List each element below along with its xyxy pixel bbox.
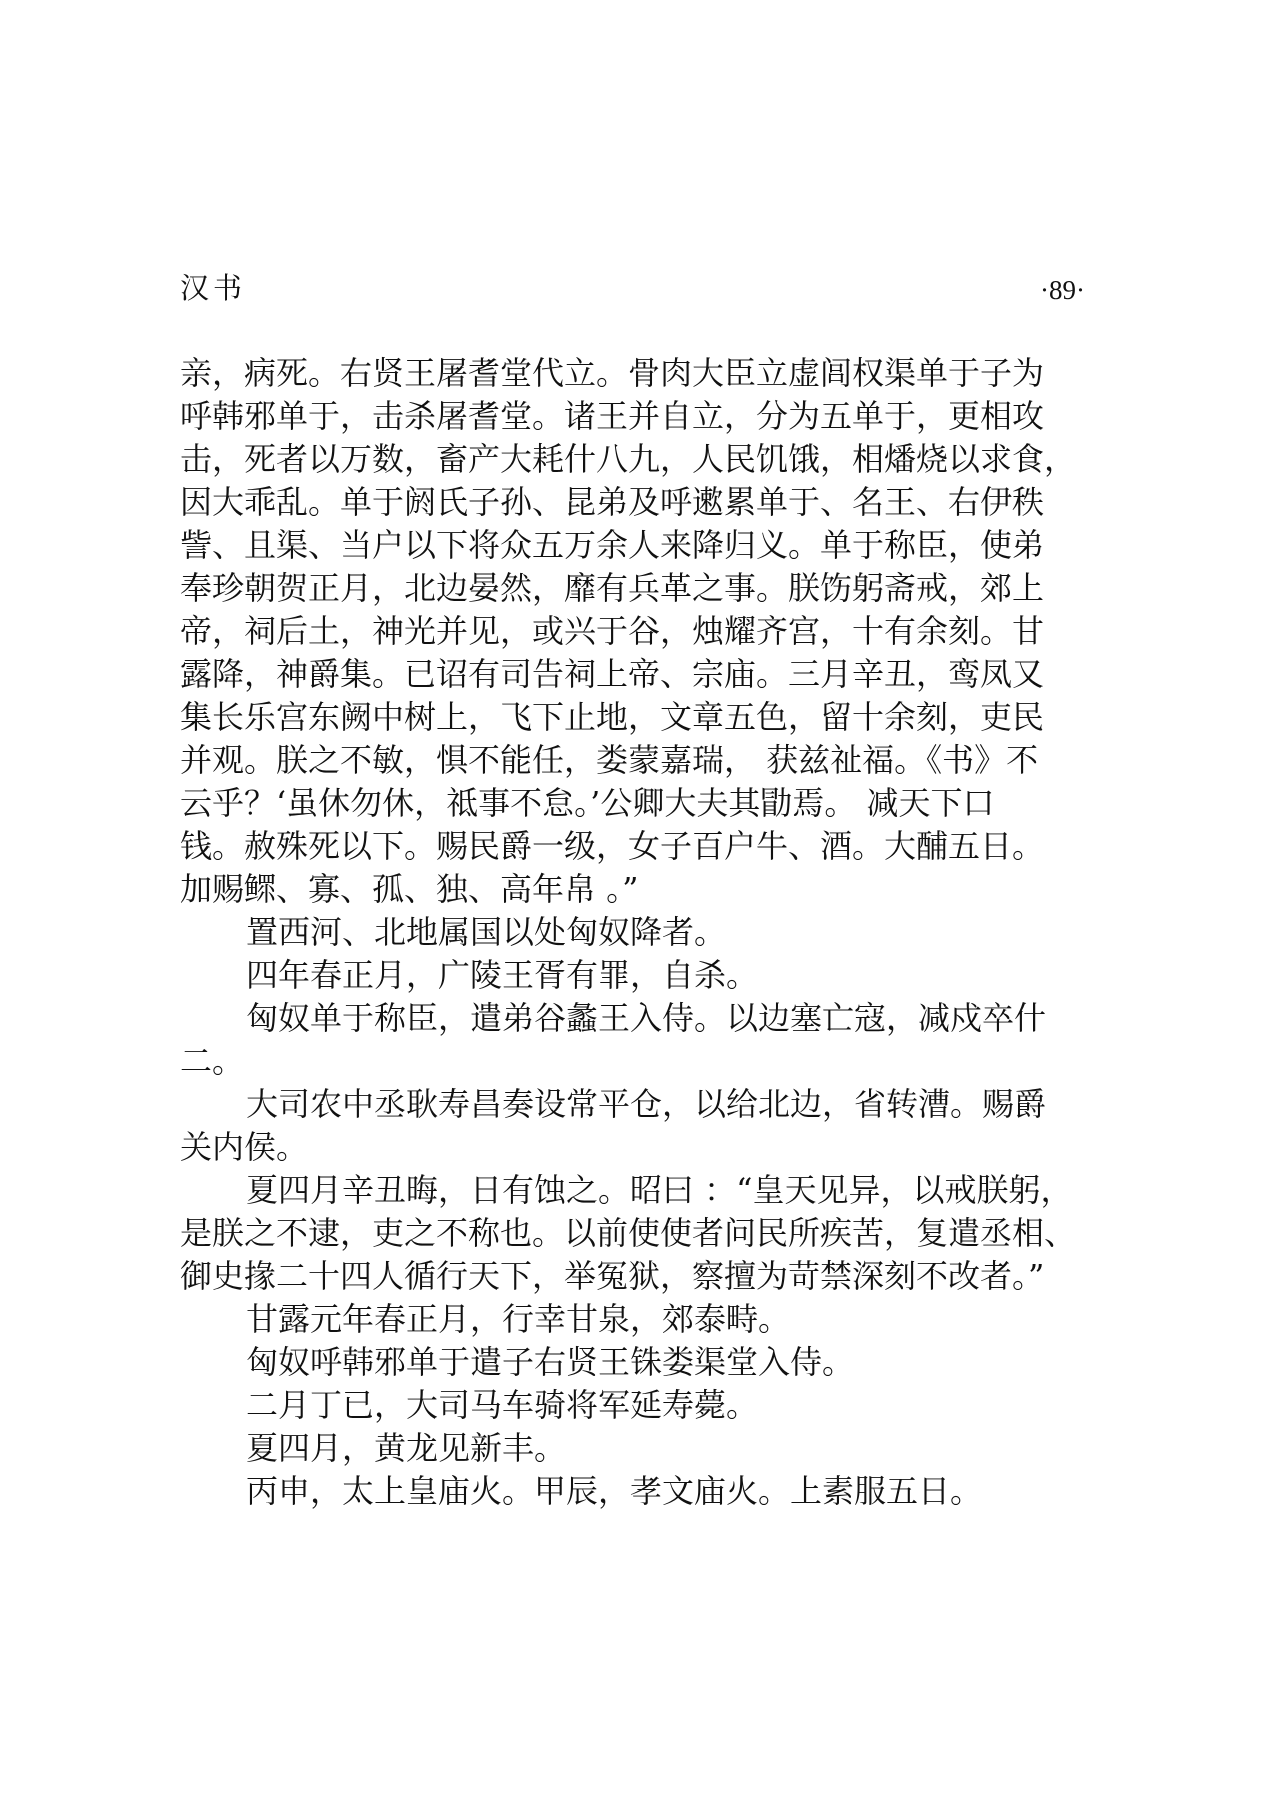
text-line: 訾、且渠、当户以下将众五万余人来降归义。单于称臣，使弟 <box>180 526 1045 564</box>
paragraph <box>180 997 1080 1083</box>
body-text <box>180 352 1080 1513</box>
text-line: 二。 <box>180 1042 245 1080</box>
paragraph <box>180 352 1080 911</box>
text-line: 大司农中丞耿寿昌奏设常平仓，以给北边，省转漕。赐爵 <box>246 1085 1047 1123</box>
text-line: 钱。赦殊死以下。赐民爵一级，女子百户牛、酒。大酺五日。 <box>180 827 1045 865</box>
paragraph <box>180 1341 1080 1384</box>
text-line: 并观。朕之不敏，惧不能任，娄蒙嘉瑞， 获兹祉福。《书》不 <box>180 741 1039 779</box>
text-line: 因大乖乱。单于阏氏子孙、昆弟及呼遬累单于、名王、右伊秩 <box>180 483 1045 521</box>
paragraph <box>180 1169 1080 1298</box>
text-line: 甘露元年春正月，行幸甘泉，郊泰畤。 <box>246 1300 791 1338</box>
text-line: 匈奴单于称臣，遣弟谷蠡王入侍。以边塞亡寇，减戍卒什 <box>246 999 1047 1037</box>
paragraph <box>180 1470 1080 1513</box>
text-line: 关内侯。 <box>180 1128 309 1166</box>
paragraph <box>180 1083 1080 1169</box>
text-line: 击，死者以万数，畜产大耗什八九，人民饥饿，相燔烧以求食， <box>180 440 1077 478</box>
text-line: 二月丁已，大司马车骑将军延寿薨。 <box>246 1386 759 1424</box>
paragraph <box>180 954 1080 997</box>
text-line: 丙申，太上皇庙火。甲辰，孝文庙火。上素服五日。 <box>246 1472 983 1510</box>
text-line: 夏四月辛丑晦，日有蚀之。昭曰 ：“皇天见异，以戒朕躬， <box>246 1171 1073 1209</box>
text-line: 御史掾二十四人循行天下，举冤狱，察擅为苛禁深刻不改者。” <box>180 1257 1045 1295</box>
text-line: 呼韩邪单于，击杀屠耆堂。诸王并自立，分为五单于，更相攻 <box>180 397 1045 435</box>
text-line: 加赐鳏、寡、孤、独、高年帛 。” <box>180 870 639 908</box>
paragraph <box>180 1298 1080 1341</box>
paragraph <box>180 911 1080 954</box>
text-line: 帝，祠后土，神光并见，或兴于谷，烛耀齐宫，十有余刻。甘 <box>180 612 1045 650</box>
text-line: 四年春正月，广陵王胥有罪，自杀。 <box>246 956 759 994</box>
text-line: 奉珍朝贺正月，北边晏然，靡有兵革之事。朕饬躬斋戒，郊上 <box>180 569 1045 607</box>
text-line: 匈奴呼韩邪单于遣子右贤王铢娄渠堂入侍。 <box>246 1343 855 1381</box>
text-line: 云乎？‘虽休勿休，祗事不怠。’公卿大夫其勖焉。 减天下口 <box>180 784 995 822</box>
text-line: 是朕之不逮，吏之不称也。以前使使者问民所疾苦，复遣丞相、 <box>180 1214 1077 1252</box>
page-number: ·89· <box>1040 275 1085 305</box>
paragraph <box>180 1427 1080 1470</box>
paragraph <box>180 1384 1080 1427</box>
text-line: 集长乐宫东阙中树上，飞下止地，文章五色，留十余刻，吏民 <box>180 698 1045 736</box>
text-line: 夏四月，黄龙见新丰。 <box>246 1429 567 1467</box>
text-line: 置西河、北地属国以处匈奴降者。 <box>246 913 727 951</box>
running-head-title: 汉书 <box>180 271 247 305</box>
text-line: 露降，神爵集。已诏有司告祠上帝、宗庙。三月辛丑，鸾凤又 <box>180 655 1045 693</box>
text-line: 亲，病死。右贤王屠耆堂代立。骨肉大臣立虚闾权渠单于子为 <box>180 354 1045 392</box>
